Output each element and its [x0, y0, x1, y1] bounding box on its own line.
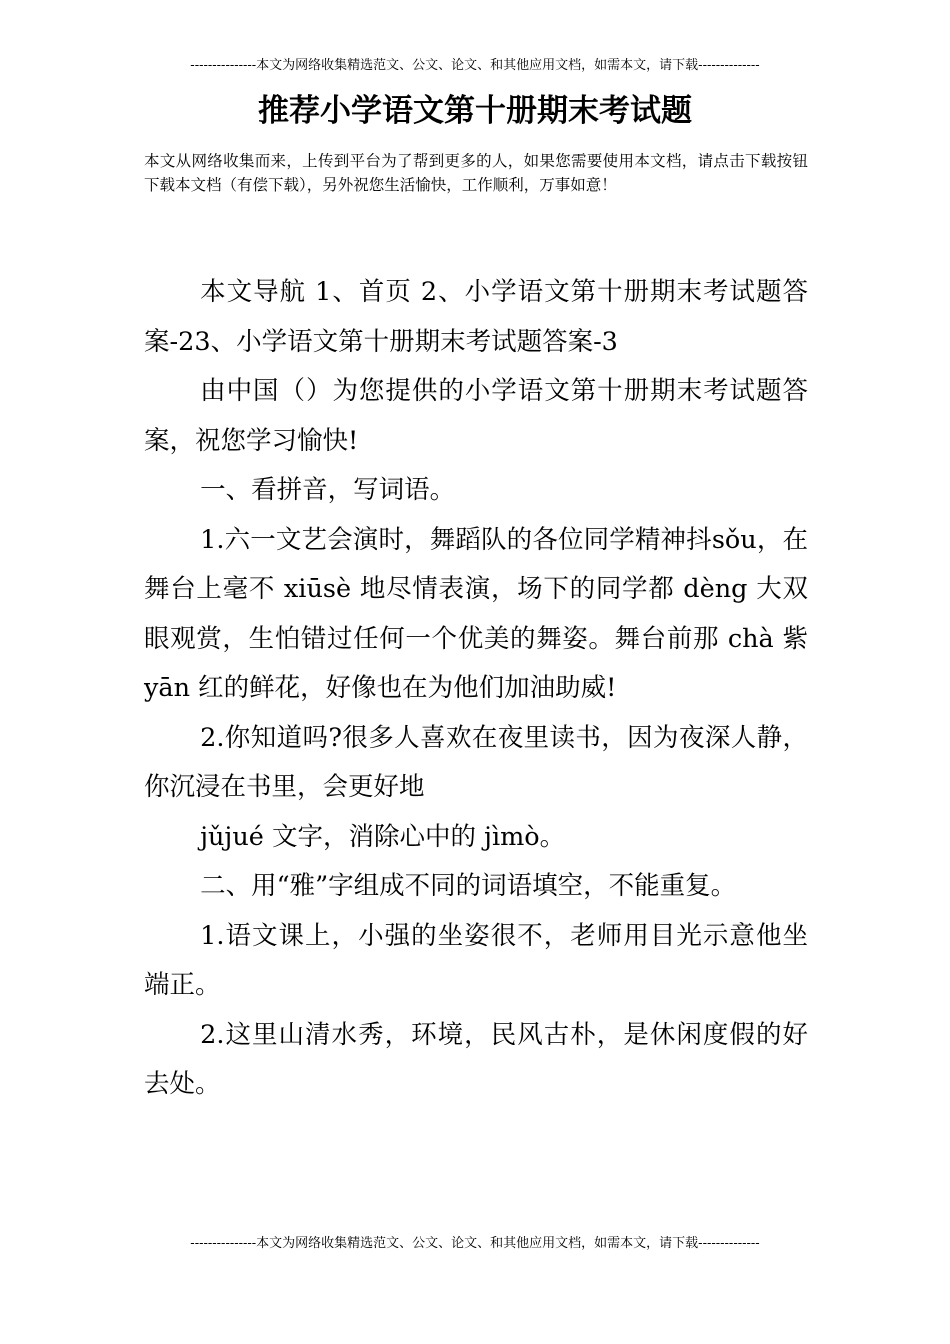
footer-banner: ---------------本文为网络收集精选范文、公文、论文、和其他应用文档，如需本文，请下载--------------: [190, 1236, 760, 1251]
section-heading-pinyin: 一、看拼音，写词语。: [200, 475, 456, 505]
question-2: 2.你知道吗?很多人喜欢在夜里读书，因为夜深人静，你沉浸在书里，会更好地: [144, 722, 808, 802]
question-2-continued: jǔjué 文字，消除心中的 jìmò。: [200, 821, 566, 852]
document-title: 推荐小学语文第十册期末考试题: [258, 93, 692, 129]
header-banner: ---------------本文为网络收集精选范文、公文、论文、和其他应用文档，如需本文，请下载--------------: [190, 58, 760, 73]
fill-blank-1: 1.语文课上，小强的坐姿很不，老师用目光示意他坐端正。: [144, 920, 808, 1000]
paragraph-source: 由中国（）为您提供的小学语文第十册期末考试题答案，祝您学习愉快!: [144, 376, 808, 456]
paragraph-navigation: 本文导航 1、首页 2、小学语文第十册期末考试题答案-23、小学语文第十册期末考试题答案-3: [144, 277, 808, 357]
question-1: 1.六一文艺会演时，舞蹈队的各位同学精神抖sǒu，在舞台上毫不 xiūsè 地尽情表演，场下的同学都 dèng 大双眼观赏，生怕错过任何一个优美的舞姿。舞台前那 chà 紫 yān 红的鲜花，好像也在为他们加油助威!: [144, 524, 808, 703]
intro-notice: 本文从网络收集而来，上传到平台为了帮到更多的人，如果您需要使用本文档，请点击下载按钮下载本文档（有偿下载），另外祝您生活愉快，工作顺利，万事如意！: [144, 152, 808, 194]
fill-blank-2: 2.这里山清水秀，环境，民风古朴，是休闲度假的好去处。: [144, 1019, 808, 1099]
section-heading-ya: 二、用“雅”字组成不同的词语填空，不能重复。: [200, 871, 737, 901]
document-body: [144, 268, 808, 1110]
